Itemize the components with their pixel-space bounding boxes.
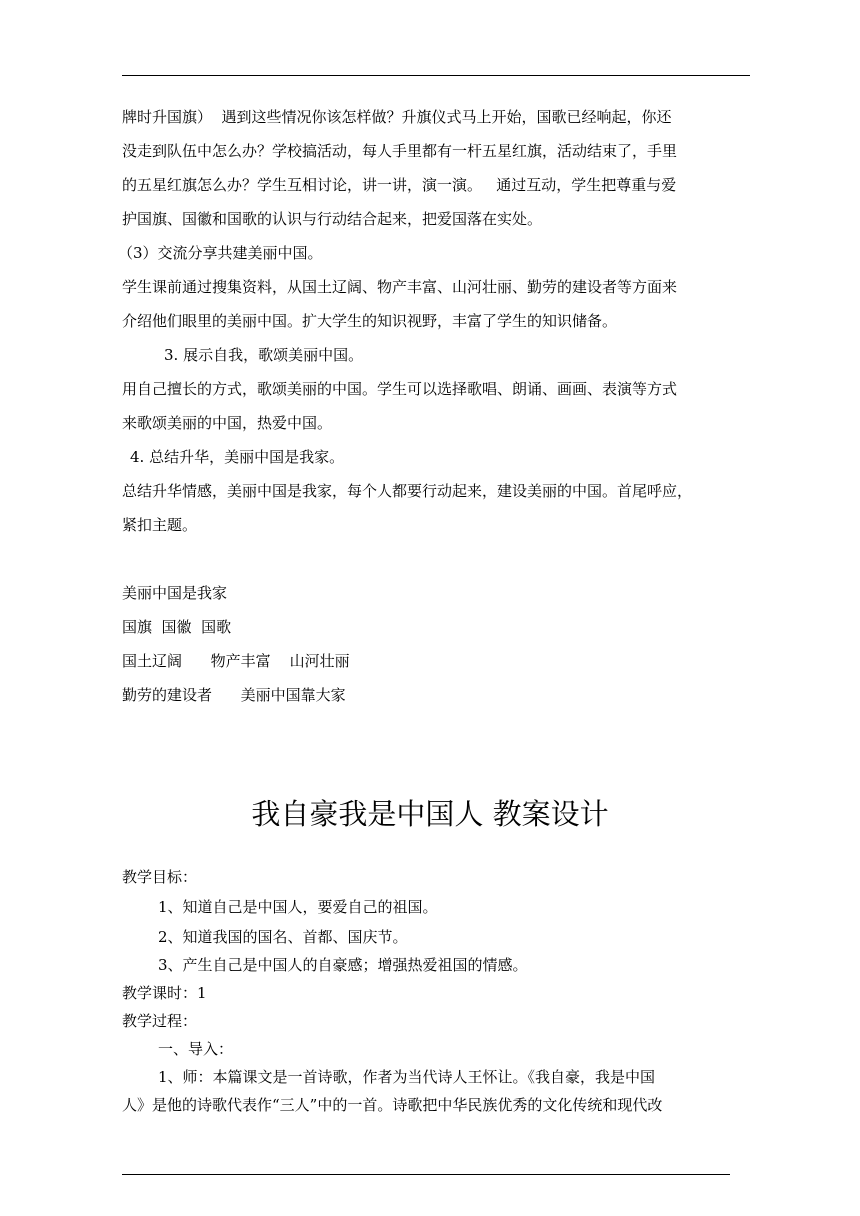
paragraph-line: 人》是他的诗歌代表作“三人”中的一首。诗歌把中华民族优秀的文化传统和现代改 — [122, 1096, 663, 1114]
paragraph-line: 护国旗、国徽和国歌的认识与行动结合起来，把爱国落在实处。 — [122, 210, 543, 228]
paragraph-line: 用自己擅长的方式，歌颂美丽的中国。学生可以选择歌唱、朗诵、画画、表演等方式 — [122, 380, 678, 398]
subheading: 3. 展示自我，歌颂美丽中国。 — [164, 346, 364, 364]
board-line: 国旗 国徽 国歌 — [122, 618, 232, 636]
objective-item: 1、知道自己是中国人，要爱自己的祖国。 — [158, 898, 438, 916]
subheading: （3）交流分享共建美丽中国。 — [118, 244, 323, 262]
paragraph-line: 来歌颂美丽的中国，热爱中国。 — [122, 414, 333, 432]
paragraph-line: 紧扣主题。 — [122, 516, 198, 534]
objective-item: 2、知道我国的国名、首都、国庆节。 — [158, 928, 408, 946]
section-label: 教学课时：1 — [122, 984, 207, 1002]
paragraph-line: 的五星红旗怎么办？学生互相讨论，讲一讲，演一演。 通过互动，学生把尊重与爱 — [122, 176, 677, 194]
board-line: 勤劳的建设者 美丽中国靠大家 — [122, 686, 346, 704]
footer-rule — [122, 1174, 730, 1175]
subheading: 4. 总结升华，美丽中国是我家。 — [130, 448, 345, 466]
board-line: 美丽中国是我家 — [122, 584, 228, 602]
paragraph-line: 学生课前通过搜集资料，从国土辽阔、物产丰富、山河壮丽、勤劳的建设者等方面来 — [122, 278, 678, 296]
document-title: 我自豪我是中国人 教案设计 — [251, 797, 609, 831]
board-line: 国土辽阔 物产丰富 山河壮丽 — [122, 652, 350, 670]
paragraph-line: 1、师：本篇课文是一首诗歌，作者为当代诗人王怀让。《我自豪，我是中国 — [158, 1068, 656, 1086]
section-label: 教学目标： — [122, 868, 198, 886]
objective-item: 3、产生自己是中国人的自豪感；增强热爱祖国的情感。 — [158, 956, 528, 974]
section-label: 教学过程： — [122, 1012, 198, 1030]
paragraph-line: 介绍他们眼里的美丽中国。扩大学生的知识视野，丰富了学生的知识储备。 — [122, 312, 618, 330]
paragraph-line: 牌时升国旗） 遇到这些情况你该怎样做？升旗仪式马上开始，国歌已经响起，你还 — [122, 108, 672, 126]
header-rule — [122, 75, 750, 76]
paragraph-line: 没走到队伍中怎么办？学校搞活动，每人手里都有一杆五星红旗，活动结束了，手里 — [122, 142, 678, 160]
paragraph-line: 总结升华情感，美丽中国是我家，每个人都要行动起来，建设美丽的中国。首尾呼应， — [122, 482, 693, 500]
step-heading: 一、导入： — [158, 1040, 234, 1058]
